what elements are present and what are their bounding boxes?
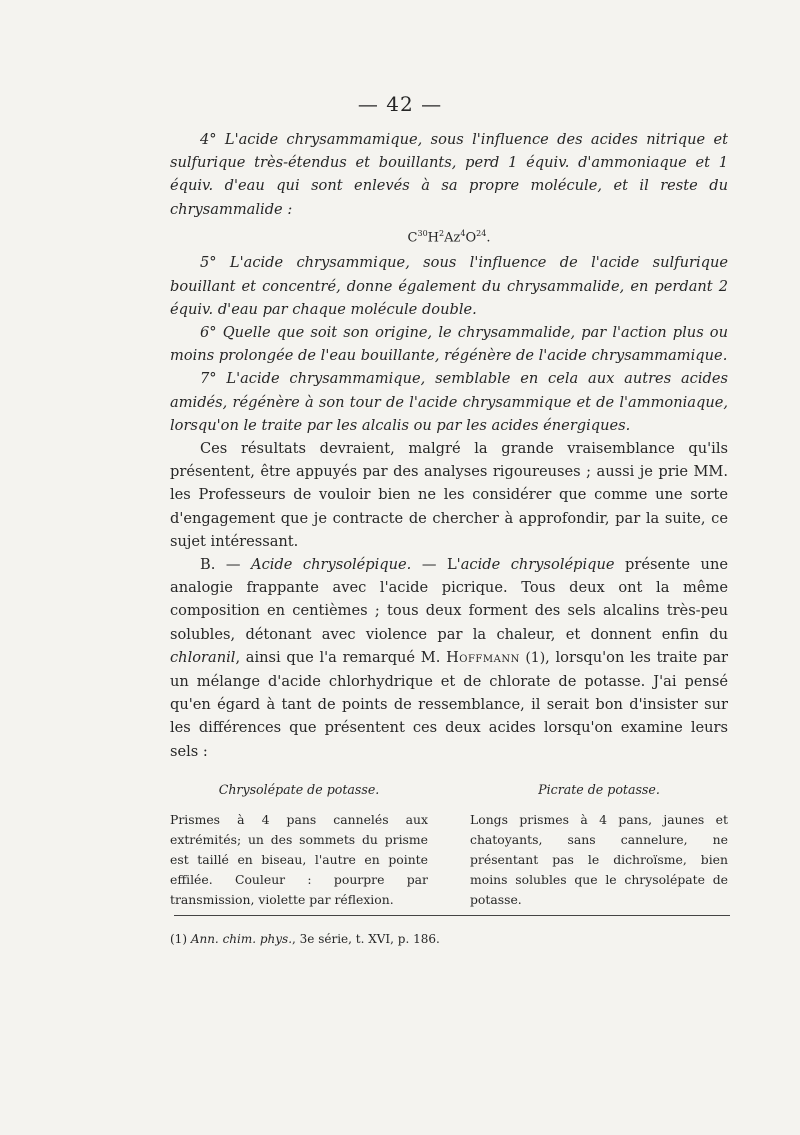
column-chrysolepate xyxy=(170,780,428,910)
section-heading: Acide chrysolépique. xyxy=(251,555,412,573)
column-heading: Chrysolépate de potasse. xyxy=(218,782,380,797)
chemical-formula: $C^{30}H^2Az^4O^{24}$. xyxy=(407,228,491,246)
page-number: — 42 — xyxy=(357,92,443,116)
column-heading: Picrate de potasse. xyxy=(538,782,660,797)
paragraph-6: 6° Quelle que soit son origine, le chrysammalide, par l'action plus ou moins prolongée de l'eau bouillante, régénère de l'acide chrysammamique. xyxy=(170,323,728,365)
footnote-reference: (1) xyxy=(519,649,546,666)
footnote: (1) Ann. chim. phys., 3e série, t. XVI, p. 186. xyxy=(170,932,440,946)
column-text: Longs prismes à 4 pans, jaunes et chatoyants, sans cannelure, ne présentant pas le dichroïsme, bien moins solubles que le chrysolépate de potasse. xyxy=(470,812,728,907)
column-picrate xyxy=(470,780,728,910)
body-text xyxy=(170,128,728,763)
paragraph-7: 7° L'acide chrysammamique, semblable en cela aux autres acides amidés, régénère à son tour de l'acide chrysammique et de l'ammoniaque, lorsqu'on le traite par les alcalis ou par les acides énergiques. xyxy=(170,370,728,434)
paragraph-results: Ces résultats devraient, malgré la grande vraisemblance qu'ils présentent, être appuyés par des analyses rigoureuses ; aussi je prie MM. les Professeurs de vouloir bien ne les considérer que comme une sorte d'engagement que je contracte de chercher à approfondir, par la suite, ce sujet intéressant. xyxy=(170,439,728,550)
footnote-divider xyxy=(174,915,730,916)
comparison-table xyxy=(170,780,728,910)
author-name: Hoffmann xyxy=(446,648,520,666)
paragraph-5: 5° L'acide chrysammique, sous l'influence de l'acide sulfurique bouillant et concentré, donne également du chrysammalide, en perdant 2 équiv. d'eau par chaque molécule double. xyxy=(170,254,728,318)
footnote-source: Ann. chim. phys. xyxy=(190,932,293,946)
paragraph-4: 4° L'acide chrysammamique, sous l'influence des acides nitrique et sulfurique très-étendus et bouillants, perd 1 équiv. d'ammoniaque et 1 équiv. d'eau qui sont enlevés à sa propre molécule, et il reste du chrysammalide : xyxy=(170,131,728,218)
paragraph-chrysolepic-acid: B. — Acide chrysolépique. — L'acide chrysolépique présente une analogie frappante avec l'acide picrique. Tous deux ont la même composition en centièmes ; tous deux forment des sels alcalins très-peu solubles, détonant avec violence par la chaleur, et donnent enfin du chloranil, ainsi que l'a remarqué M. Hoffmann (1), lorsqu'on les traite par un mélange d'acide chlorhydrique et de chlorate de potasse. J'ai pensé qu'en égard à tant de points de ressemblance, il serait bon d'insister sur les différences que présentent ces deux acides lorsqu'on examine leurs sels : xyxy=(170,555,728,760)
column-text: Prismes à 4 pans cannelés aux extrémités; un des sommets du prisme est taillé en biseau, l'autre en pointe effilée. Couleur : pourpre par transmission, violette par réflexion. xyxy=(170,812,428,907)
